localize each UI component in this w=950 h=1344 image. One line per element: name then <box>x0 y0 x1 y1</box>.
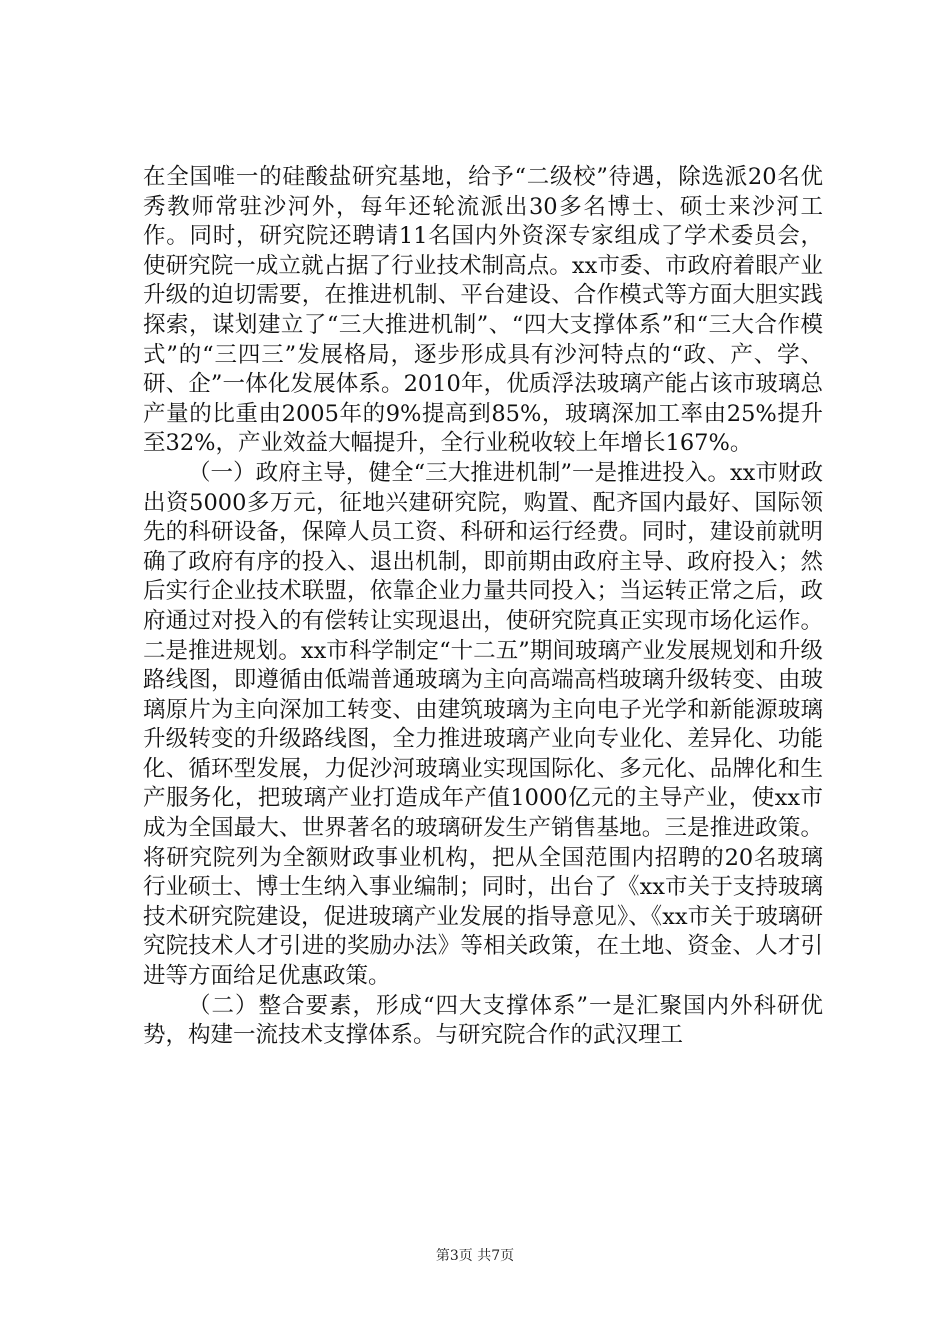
document-body <box>143 163 823 1051</box>
paragraph-3: （二）整合要素，形成“四大支撑体系”一是汇聚国内外科研优势，构建一流技术支撑体系。与研究院合作的武汉理工 <box>143 992 823 1049</box>
page-footer: 第3页 共7页 <box>435 1248 515 1264</box>
paragraph-2: （一）政府主导，健全“三大推进机制”一是推进投入。xx市财政出资5000多万元，征地兴建研究院，购置、配齐国内最好、国际领先的科研设备，保障人员工资、科研和运行经费。同时，建设前就明确了政府有序的投入、退出机制，即前期由政府主导、政府投入；然后实行企业技术联盟，依靠企业力量共同投入；当运转正常之后，政府通过对投入的有偿转让实现退出，使研究院真正实现市场化运作。二是推进规划。xx市科学制定“十二五”期间玻璃产业发展规划和升级路线图，即遵循由低端普通玻璃为主向高端高档玻璃升级转变、由玻璃原片为主向深加工转变、由建筑玻璃为主向电子光学和新能源玻璃升级转变的升级路线图，全力推进玻璃产业向专业化、差异化、功能化、循环型发展，力促沙河玻璃业实现国际化、多元化、品牌化和生产服务化，把玻璃产业打造成年产值1000亿元的主导产业，使xx市成为全国最大、世界著名的玻璃研发生产销售基地。三是推进政策。将研究院列为全额财政事业机构，把从全国范围内招聘的20名玻璃行业硕士、博士生纳入事业编制；同时，出台了《xx市关于支持玻璃技术研究院建设，促进玻璃产业发展的指导意见》、《xx市关于玻璃研究院技术人才引进的奖励办法》等相关政策，在土地、资金、人才引进等方面给足优惠政策。 <box>143 459 823 990</box>
paragraph-1: 在全国唯一的硅酸盐研究基地，给予“二级校”待遇，除选派20名优秀教师常驻沙河外，每年还轮流派出30多名博士、硕士来沙河工作。同时，研究院还聘请11名国内外资深专家组成了学术委员会，使研究院一成立就占据了行业技术制高点。xx市委、市政府着眼产业升级的迫切需要，在推进机制、平台建设、合作模式等方面大胆实践探索，谋划建立了“三大推进机制”、“四大支撑体系”和“三大合作模式”的“三四三”发展格局，逐步形成具有沙河特点的“政、产、学、研、企”一体化发展体系。2010年，优质浮法玻璃产能占该市玻璃总产量的比重由2005年的9%提高到85%，玻璃深加工率由25%提升至32%，产业效益大幅提升，全行业税收较上年增长167%。 <box>143 164 823 457</box>
